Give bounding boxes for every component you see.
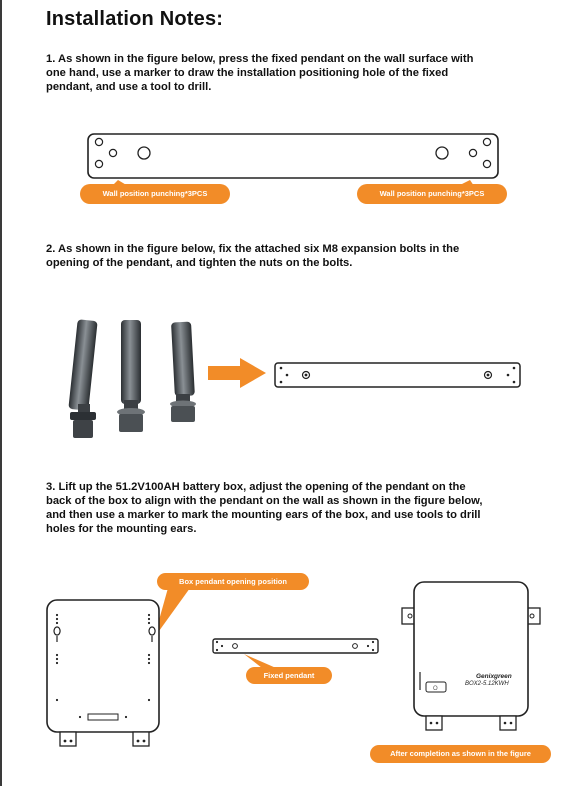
model-text: BOX2-5.12KWH (465, 681, 509, 687)
box-pendant-opening-label: Box pendant opening position (157, 573, 309, 590)
fixed-pendant-label: Fixed pendant (246, 667, 332, 684)
svg-text:O: O (433, 686, 438, 692)
expansion-bolt-icon (170, 322, 196, 422)
completion-label: After completion as shown in the figure (370, 745, 551, 763)
figure-2-expansion-bolts (0, 300, 588, 460)
page-title: Installation Notes: (46, 8, 224, 30)
step-3-text: 3. Lift up the 51.2V100AH battery box, adjust the opening of the pendant on the back of the box to align with the pendant on the wall as shown in the figure below, and then use a marker to mark the mounting ears of the box, and use tools to drill holes for the mounting ears. (46, 481, 483, 535)
figure-3-assembly (0, 560, 588, 760)
arrow-right-icon (208, 358, 266, 388)
wall-punching-label-right: Wall position punching*3PCS (357, 184, 507, 204)
battery-box-front (402, 582, 540, 730)
expansion-bolt-icon (68, 319, 97, 438)
step-2-text: 2. As shown in the figure below, fix the attached six M8 expansion bolts in the opening of the pendant, and tighten the nuts on the bolts. (46, 243, 460, 269)
brand-text: Genixgreen (476, 673, 512, 680)
fixed-pendant (213, 639, 378, 653)
step-1-text: 1. As shown in the figure below, press the fixed pendant on the wall surface with one hand, use a marker to draw the installation positioning hole of the fixed pendant, and use a tool to drill. (46, 53, 474, 93)
wall-punching-label-left: Wall position punching*3PCS (80, 184, 230, 204)
expansion-bolt-icon (117, 320, 145, 432)
battery-box-back (47, 600, 159, 746)
